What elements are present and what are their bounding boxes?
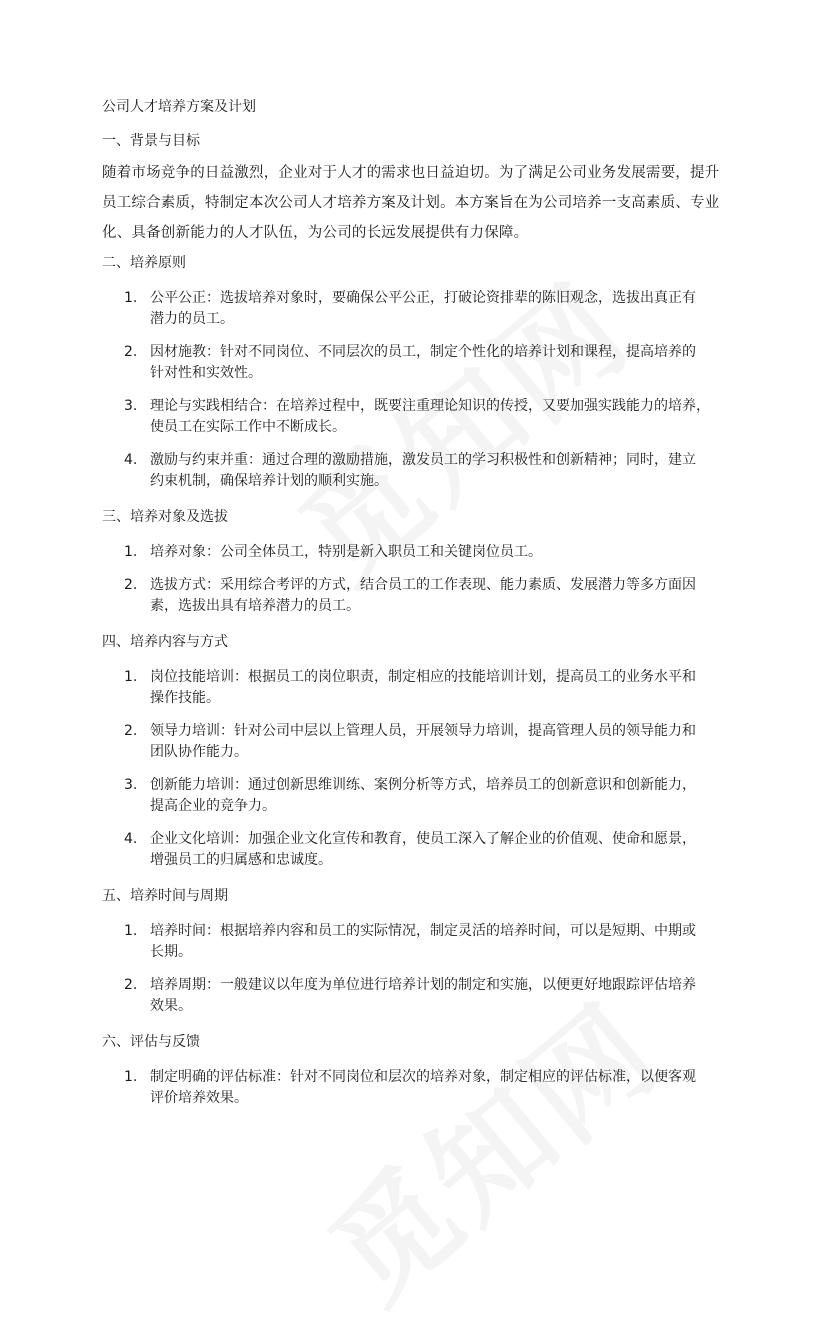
list-item-line: 选拔方式：采用综合考评的方式，结合员工的工作表现、能力素质、发展潜力等多方面因 [150,577,696,593]
list-item-line: 效果。 [150,998,192,1014]
schedule-list [102,921,742,1017]
list-number: 3. [124,777,138,793]
list-number: 2. [124,977,138,993]
list-item [102,1067,730,1109]
list-number: 3. [124,398,138,414]
section-heading: 二、培养原则 [102,255,186,271]
list-item [102,829,730,871]
list-item-line: 企业文化培训：加强企业文化宣传和教育，使员工深入了解企业的价值观、使命和愿景， [150,831,696,847]
list-item-line: 培养周期：一般建议以年度为单位进行培养计划的制定和实施，以便更好地跟踪评估培养 [150,977,696,993]
evaluation-list [102,1067,742,1109]
list-number: 4. [124,452,138,468]
section-heading: 三、培养对象及选拔 [102,509,228,525]
list-item-line: 理论与实践相结合：在培养过程中，既要注重理论知识的传授，又要加强实践能力的培养， [150,398,710,414]
list-item-line: 针对性和实效性。 [150,365,262,381]
list-number: 2. [124,723,138,739]
section-heading: 五、培养时间与周期 [102,888,228,904]
list-item-line: 长期。 [150,944,192,960]
list-item-line: 评价培养效果。 [150,1090,248,1106]
list-item-line: 创新能力培训：通过创新思维训练、案例分析等方式，培养员工的创新意识和创新能力， [150,777,696,793]
list-item-line: 培养时间：根据培养内容和员工的实际情况，制定灵活的培养时间，可以是短期、中期或 [150,923,696,939]
list-item [102,288,730,330]
list-item-line: 制定明确的评估标准：针对不同岗位和层次的培养对象，制定相应的评估标准，以便客观 [150,1069,696,1085]
list-item-line: 公平公正：选拔培养对象时，要确保公平公正，打破论资排辈的陈旧观念，选拔出真正有 [150,290,696,306]
selection-list [102,542,742,617]
content-list [102,667,742,871]
list-item [102,775,730,817]
list-item [102,975,730,1017]
list-item [102,542,730,563]
list-item-line: 团队协作能力。 [150,744,248,760]
list-item-line: 培养对象：公司全体员工，特别是新入职员工和关键岗位员工。 [150,544,542,560]
paragraph-line: 随着市场竞争的日益激烈，企业对于人才的需求也日益迫切。为了满足公司业务发展需要，提升 [102,165,720,181]
paragraph-line: 员工综合素质，特制定本次公司人才培养方案及计划。本方案旨在为公司培养一支高素质、专业 [102,195,720,211]
list-item [102,721,730,763]
list-item-line: 约束机制，确保培养计划的顺利实施。 [150,473,388,489]
list-item [102,667,730,709]
list-number: 1. [124,669,138,685]
list-number: 4. [124,831,138,847]
list-number: 2. [124,344,138,360]
list-item [102,396,730,438]
list-item-line: 因材施教：针对不同岗位、不同层次的员工，制定个性化的培养计划和课程，提高培养的 [150,344,696,360]
list-number: 1. [124,290,138,306]
document-body [102,96,742,1109]
document-title: 公司人才培养方案及计划 [102,99,256,115]
paragraph-line: 化、具备创新能力的人才队伍，为公司的长远发展提供有力保障。 [102,225,529,241]
list-item-line: 提高企业的竞争力。 [150,798,276,814]
list-item-line: 增强员工的归属感和忠诚度。 [150,852,332,868]
list-number: 2. [124,577,138,593]
section-heading: 一、背景与目标 [102,133,200,149]
list-item-line: 激励与约束并重：通过合理的激励措施，激发员工的学习积极性和创新精神；同时，建立 [150,452,696,468]
list-item-line: 使员工在实际工作中不断成长。 [150,419,346,435]
list-item-line: 素，选拔出具有培养潜力的员工。 [150,598,360,614]
list-number: 1. [124,1069,138,1085]
section-heading: 四、培养内容与方式 [102,634,228,650]
list-item-line: 潜力的员工。 [150,311,234,327]
list-number: 1. [124,544,138,560]
list-item [102,575,730,617]
list-item [102,450,730,492]
list-item-line: 领导力培训：针对公司中层以上管理人员，开展领导力培训，提高管理人员的领导能力和 [150,723,696,739]
list-item [102,342,730,384]
principles-list [102,288,742,492]
section-heading: 六、评估与反馈 [102,1034,200,1050]
list-number: 1. [124,923,138,939]
background-paragraph [102,158,742,248]
list-item-line: 岗位技能培训：根据员工的岗位职责，制定相应的技能培训计划，提高员工的业务水平和 [150,669,696,685]
list-item [102,921,730,963]
list-item-line: 操作技能。 [150,690,220,706]
